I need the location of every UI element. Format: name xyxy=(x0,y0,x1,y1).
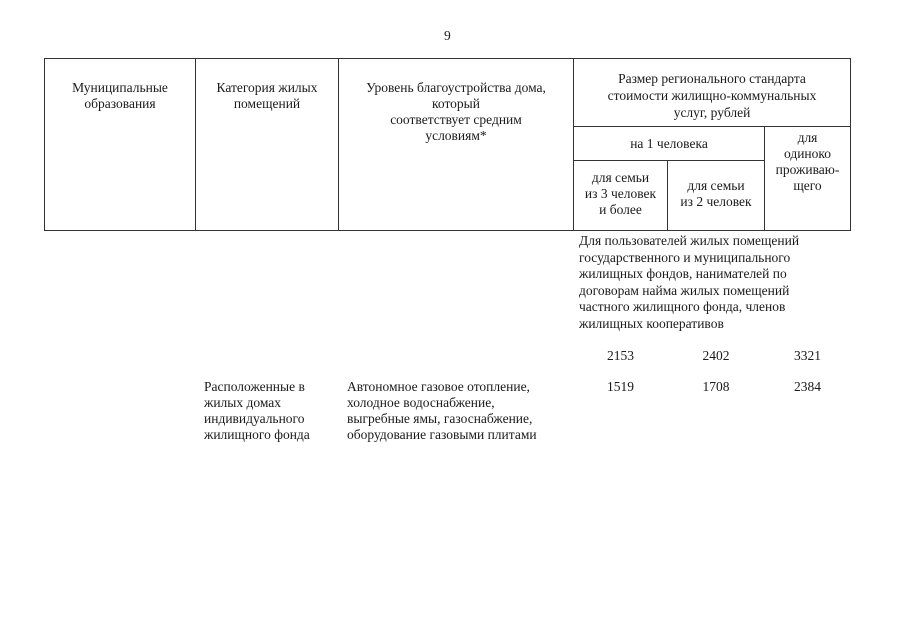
header-standard: Размер регионального стандарта стоимости жилищно-коммунальных услуг, рублей xyxy=(607,71,817,120)
row2-category: Расположенные в жилых домах индивидуального жилищного фонда xyxy=(204,379,310,442)
row2-family2-value: 1708 xyxy=(702,379,730,394)
header-family2: для семьи из 2 человек xyxy=(680,178,752,209)
header-per-person: на 1 человека xyxy=(630,136,708,151)
section-note: Для пользователей жилых помещений государственного и муниципального жилищных фондов, нанимателей по договорам найма жилых помещений частного жилищного фонда, членов жилищных кооперативов xyxy=(579,233,800,331)
row1-family2-value: 2402 xyxy=(702,348,730,363)
per-person-divider xyxy=(573,160,764,161)
row1-family3-value: 2153 xyxy=(607,348,634,363)
header-single: для одиноко проживаю- щего xyxy=(775,130,840,193)
row2-level: Автономное газовое отопление, холодное водоснабжение, выгребные ямы, газоснабжение, оборудование газовыми плитами xyxy=(347,379,537,442)
table-header-bottom-border xyxy=(44,230,851,231)
table-right-border xyxy=(850,58,851,231)
page-number: 9 xyxy=(444,28,451,43)
header-municipal: Муниципальные образования xyxy=(72,80,168,111)
row1-single-value: 3321 xyxy=(794,348,821,363)
row2-family3-value: 1519 xyxy=(607,379,634,394)
row2-single-value: 2384 xyxy=(794,379,821,394)
header-category: Категория жилых помещений xyxy=(216,80,318,111)
table-top-border xyxy=(44,58,851,59)
header-family3: для семьи из 3 человек и более xyxy=(584,170,657,217)
header-level: Уровень благоустройства дома, который соответствует средним условиям* xyxy=(366,80,546,143)
standard-header-divider xyxy=(573,126,851,127)
